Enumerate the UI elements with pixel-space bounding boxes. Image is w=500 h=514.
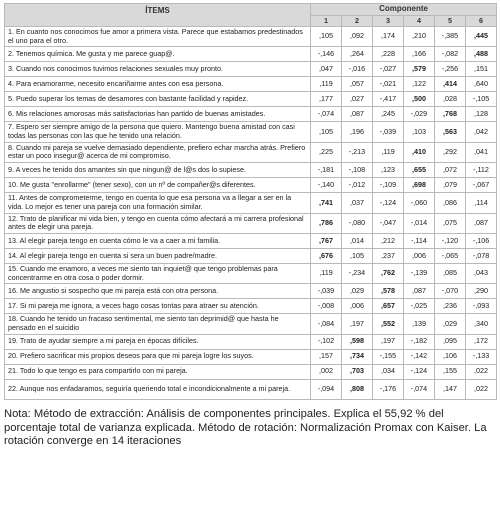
component-number: 3 bbox=[373, 16, 404, 27]
loading-value: -,106 bbox=[466, 233, 497, 248]
loading-value: -,109 bbox=[373, 178, 404, 193]
table-row bbox=[5, 62, 497, 77]
item-text: 11. Antes de comprometerme, tengo en cuenta lo que esa persona va a llegar a ser en la vida. Lo mejor es tener una pareja con una formación similar. bbox=[5, 193, 311, 213]
loading-value: ,767 bbox=[311, 233, 342, 248]
table-row bbox=[5, 248, 497, 263]
loading-value: -,021 bbox=[373, 77, 404, 92]
loading-value: -,082 bbox=[435, 47, 466, 62]
table-row bbox=[5, 107, 497, 122]
factor-loadings-document bbox=[4, 3, 496, 448]
loading-value: ,128 bbox=[466, 107, 497, 122]
loading-value: ,072 bbox=[435, 163, 466, 178]
loading-value: ,340 bbox=[466, 314, 497, 334]
item-text: 15. Cuando me enamoro, a veces me siento tan inquiet@ que tengo problemas para concentrarme en otra cosa o poder dormir. bbox=[5, 263, 311, 283]
item-text: 6. Mis relaciones amorosas más satisfactorias han partido de buenas amistades. bbox=[5, 107, 311, 122]
loading-value: ,087 bbox=[342, 107, 373, 122]
loading-value: -,093 bbox=[466, 299, 497, 314]
loading-value: -,385 bbox=[435, 27, 466, 47]
loading-value: ,698 bbox=[404, 178, 435, 193]
loading-value: ,006 bbox=[404, 248, 435, 263]
loading-value: ,105 bbox=[311, 27, 342, 47]
loading-value: ,014 bbox=[342, 233, 373, 248]
loading-value: ,002 bbox=[311, 364, 342, 379]
item-text: 13. Al elegir pareja tengo en cuenta cómo le va a caer a mi familia. bbox=[5, 233, 311, 248]
loading-value: ,245 bbox=[373, 107, 404, 122]
loading-value: ,105 bbox=[311, 122, 342, 142]
loading-value: -,074 bbox=[311, 107, 342, 122]
items-column-header: ÍTEMS bbox=[5, 4, 311, 27]
item-text: 9. A veces he tenido dos amantes sin que ningun@ de l@s dos lo supiese. bbox=[5, 163, 311, 178]
loading-value: -,234 bbox=[342, 263, 373, 283]
loading-value: -,181 bbox=[311, 163, 342, 178]
loading-value: ,022 bbox=[466, 379, 497, 399]
loading-value: ,139 bbox=[404, 314, 435, 334]
item-text: 7. Espero ser siempre amigo de la persona que quiero. Mantengo buena amistad con casi todas las personas con las que he tenido una relación. bbox=[5, 122, 311, 142]
loading-value: ,290 bbox=[466, 284, 497, 299]
item-text: 5. Puedo superar los temas de desamores con bastante facilidad y rapidez. bbox=[5, 92, 311, 107]
component-number: 1 bbox=[311, 16, 342, 27]
loading-value: -,142 bbox=[404, 349, 435, 364]
component-number: 4 bbox=[404, 16, 435, 27]
loading-value: ,087 bbox=[404, 284, 435, 299]
item-text: 12. Trato de planificar mi vida bien, y tengo en cuenta cómo afectará a mi carrera profesional antes de elegir una pareja. bbox=[5, 213, 311, 233]
item-text: 16. Me angustio si sospecho que mi pareja está con otra persona. bbox=[5, 284, 311, 299]
loading-value: ,197 bbox=[373, 334, 404, 349]
table-row bbox=[5, 299, 497, 314]
loading-value: ,119 bbox=[311, 263, 342, 283]
table-row bbox=[5, 284, 497, 299]
loading-value: ,578 bbox=[373, 284, 404, 299]
item-text: 3. Cuando nos conocimos tuvimos relaciones sexuales muy pronto. bbox=[5, 62, 311, 77]
loading-value: ,041 bbox=[466, 142, 497, 162]
loading-value: -,080 bbox=[342, 213, 373, 233]
loading-value: -,176 bbox=[373, 379, 404, 399]
loading-value: -,039 bbox=[311, 284, 342, 299]
loading-value: -,112 bbox=[466, 163, 497, 178]
loading-value: -,084 bbox=[311, 314, 342, 334]
loading-value: ,225 bbox=[311, 142, 342, 162]
loading-value: -,008 bbox=[311, 299, 342, 314]
item-text: 19. Trato de ayudar siempre a mi pareja en épocas difíciles. bbox=[5, 334, 311, 349]
loading-value: ,037 bbox=[342, 193, 373, 213]
item-text: 2. Tenemos química. Me gusta y me parece guap@. bbox=[5, 47, 311, 62]
loading-value: ,092 bbox=[342, 27, 373, 47]
loading-value: ,119 bbox=[311, 77, 342, 92]
loading-value: ,579 bbox=[404, 62, 435, 77]
item-text: 18. Cuando he tenido un fracaso sentimental, me siento tan deprimid@ que hasta he pensado en el suicidio bbox=[5, 314, 311, 334]
loading-value: -,140 bbox=[311, 178, 342, 193]
table-row bbox=[5, 47, 497, 62]
loading-value: ,057 bbox=[342, 77, 373, 92]
loading-value: -,078 bbox=[466, 248, 497, 263]
loading-value: ,640 bbox=[466, 77, 497, 92]
loading-value: -,065 bbox=[435, 248, 466, 263]
loading-value: -,124 bbox=[404, 364, 435, 379]
table-row bbox=[5, 334, 497, 349]
table-row bbox=[5, 349, 497, 364]
loading-value: ,808 bbox=[342, 379, 373, 399]
table-row bbox=[5, 233, 497, 248]
loading-value: ,655 bbox=[404, 163, 435, 178]
loading-value: ,210 bbox=[404, 27, 435, 47]
loading-value: ,676 bbox=[311, 248, 342, 263]
loading-value: ,172 bbox=[466, 334, 497, 349]
loading-value: -,139 bbox=[404, 263, 435, 283]
component-number: 6 bbox=[466, 16, 497, 27]
loading-value: -,120 bbox=[435, 233, 466, 248]
loading-value: ,086 bbox=[435, 193, 466, 213]
loading-value: ,075 bbox=[435, 213, 466, 233]
loading-value: ,123 bbox=[373, 163, 404, 178]
loading-value: -,133 bbox=[466, 349, 497, 364]
table-row bbox=[5, 77, 497, 92]
loading-value: ,029 bbox=[435, 314, 466, 334]
loading-value: -,025 bbox=[404, 299, 435, 314]
loading-value: ,264 bbox=[342, 47, 373, 62]
loading-value: ,114 bbox=[466, 193, 497, 213]
component-header: Componente bbox=[311, 4, 497, 16]
loading-value: ,166 bbox=[404, 47, 435, 62]
loading-value: ,786 bbox=[311, 213, 342, 233]
table-row bbox=[5, 27, 497, 47]
table-row bbox=[5, 122, 497, 142]
loading-value: -,182 bbox=[404, 334, 435, 349]
loading-value: ,105 bbox=[342, 248, 373, 263]
loading-value: -,256 bbox=[435, 62, 466, 77]
loading-value: -,213 bbox=[342, 142, 373, 162]
loading-value: ,079 bbox=[435, 178, 466, 193]
table-row bbox=[5, 178, 497, 193]
table-row bbox=[5, 213, 497, 233]
item-text: 4. Para enamorarme, necesito encariñarme antes con esa persona. bbox=[5, 77, 311, 92]
loading-value: -,067 bbox=[466, 178, 497, 193]
loading-value: ,488 bbox=[466, 47, 497, 62]
loading-value: -,105 bbox=[466, 92, 497, 107]
loading-value: ,042 bbox=[466, 122, 497, 142]
loading-value: ,228 bbox=[373, 47, 404, 62]
loading-value: -,102 bbox=[311, 334, 342, 349]
component-matrix-table bbox=[4, 3, 497, 400]
item-text: 1. En cuanto nos conocimos fue amor a primera vista. Parece que estabamos predestinados el uno para el otro. bbox=[5, 27, 311, 47]
loading-value: ,047 bbox=[311, 62, 342, 77]
loading-value: -,146 bbox=[311, 47, 342, 62]
loading-value: -,108 bbox=[342, 163, 373, 178]
item-text: 10. Me gusta "enrollarme" (tener sexo), con un nº de compañer@s diferentes. bbox=[5, 178, 311, 193]
loading-value: ,006 bbox=[342, 299, 373, 314]
table-row bbox=[5, 379, 497, 399]
loading-value: ,034 bbox=[373, 364, 404, 379]
loading-value: ,155 bbox=[435, 364, 466, 379]
item-text: 21. Todo lo que tengo es para compartirlo con mi pareja. bbox=[5, 364, 311, 379]
loading-value: ,703 bbox=[342, 364, 373, 379]
table-note: Nota: Método de extracción: Análisis de componentes principales. Explica el 55,92 % del porcentaje total de varianza explicada. Método de rotación: Normalización Promax con Kaiser. La rotación converge en 14 iteraciones bbox=[4, 408, 487, 447]
loading-value: ,197 bbox=[342, 314, 373, 334]
loading-value: ,022 bbox=[466, 364, 497, 379]
loading-value: -,124 bbox=[373, 193, 404, 213]
loading-value: ,151 bbox=[466, 62, 497, 77]
loading-value: ,657 bbox=[373, 299, 404, 314]
component-number: 5 bbox=[435, 16, 466, 27]
loading-value: ,410 bbox=[404, 142, 435, 162]
loading-value: ,445 bbox=[466, 27, 497, 47]
table-row bbox=[5, 92, 497, 107]
loading-value: ,085 bbox=[435, 263, 466, 283]
loading-value: ,236 bbox=[435, 299, 466, 314]
loading-value: ,563 bbox=[435, 122, 466, 142]
loading-value: ,106 bbox=[435, 349, 466, 364]
loading-value: ,103 bbox=[404, 122, 435, 142]
component-number: 2 bbox=[342, 16, 373, 27]
table-row bbox=[5, 314, 497, 334]
loading-value: -,012 bbox=[342, 178, 373, 193]
loading-value: -,155 bbox=[373, 349, 404, 364]
loading-value: ,177 bbox=[311, 92, 342, 107]
loading-value: ,147 bbox=[435, 379, 466, 399]
table-body bbox=[5, 27, 497, 400]
loading-value: -,070 bbox=[435, 284, 466, 299]
loading-value: -,074 bbox=[404, 379, 435, 399]
loading-value: ,027 bbox=[342, 92, 373, 107]
loading-value: ,028 bbox=[435, 92, 466, 107]
item-text: 20. Prefiero sacrificar mis propios deseos para que mi pareja logre los suyos. bbox=[5, 349, 311, 364]
loading-value: ,087 bbox=[466, 213, 497, 233]
item-text: 17. Si mi pareja me ignora, a veces hago cosas tontas para atraer su atención. bbox=[5, 299, 311, 314]
item-text: 22. Aunque nos enfadaramos, seguiría queriendo total e incondicionalmente a mi pareja. bbox=[5, 379, 311, 399]
loading-value: ,196 bbox=[342, 122, 373, 142]
loading-value: ,500 bbox=[404, 92, 435, 107]
loading-value: ,762 bbox=[373, 263, 404, 283]
loading-value: ,174 bbox=[373, 27, 404, 47]
loading-value: ,598 bbox=[342, 334, 373, 349]
loading-value: -,029 bbox=[404, 107, 435, 122]
item-text: 8. Cuando mi pareja se vuelve demasiado dependiente, prefiero echar marcha atrás. Prefiero estar un poco insegur@ acerca de mi compromiso. bbox=[5, 142, 311, 162]
loading-value: ,237 bbox=[373, 248, 404, 263]
loading-value: ,095 bbox=[435, 334, 466, 349]
loading-value: ,734 bbox=[342, 349, 373, 364]
loading-value: -,060 bbox=[404, 193, 435, 213]
loading-value: ,212 bbox=[373, 233, 404, 248]
table-row bbox=[5, 163, 497, 178]
table-row bbox=[5, 193, 497, 213]
loading-value: ,292 bbox=[435, 142, 466, 162]
table-row bbox=[5, 142, 497, 162]
loading-value: ,741 bbox=[311, 193, 342, 213]
item-text: 14. Al elegir pareja tengo en cuenta si sera un buen padre/madre. bbox=[5, 248, 311, 263]
loading-value: -,039 bbox=[373, 122, 404, 142]
loading-value: -,027 bbox=[373, 62, 404, 77]
table-row bbox=[5, 263, 497, 283]
loading-value: ,043 bbox=[466, 263, 497, 283]
loading-value: -,014 bbox=[404, 213, 435, 233]
loading-value: ,119 bbox=[373, 142, 404, 162]
loading-value: ,768 bbox=[435, 107, 466, 122]
loading-value: ,122 bbox=[404, 77, 435, 92]
loading-value: ,552 bbox=[373, 314, 404, 334]
loading-value: -,047 bbox=[373, 213, 404, 233]
loading-value: -,094 bbox=[311, 379, 342, 399]
loading-value: -,114 bbox=[404, 233, 435, 248]
loading-value: -,016 bbox=[342, 62, 373, 77]
loading-value: -,417 bbox=[373, 92, 404, 107]
loading-value: ,029 bbox=[342, 284, 373, 299]
loading-value: ,414 bbox=[435, 77, 466, 92]
table-row bbox=[5, 364, 497, 379]
loading-value: ,157 bbox=[311, 349, 342, 364]
